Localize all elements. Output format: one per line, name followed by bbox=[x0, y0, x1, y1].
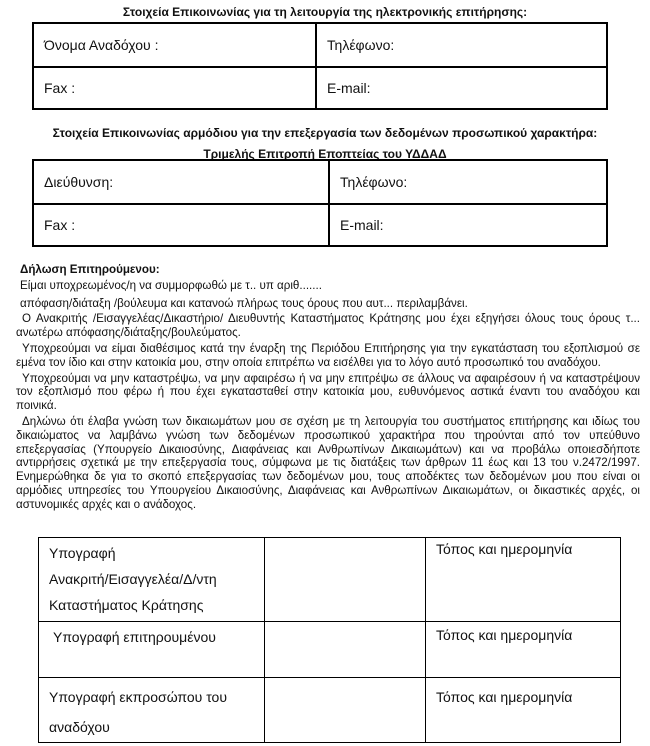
signature-supervised-cell bbox=[39, 622, 265, 678]
signature-supervised-space bbox=[265, 622, 426, 678]
contractor-name-label: Όνομα Αναδόχου : bbox=[44, 37, 159, 53]
section2-subheading: Τριμελής Επιτροπή Εποπτείας του ΥΔΔΑΔ bbox=[203, 147, 447, 161]
declaration-title: Δήλωση Επιτηρούμενου: bbox=[20, 263, 160, 276]
declaration-paragraph-1: Ο Ανακριτής /Εισαγγελέας/Δικαστήριο/ Διευθυντής Καταστήματος Κράτησης μου έχει εξηγήσει όλους τους όρους τ... ανωτέρω απόφασης/διάταξης/βουλεύματος. bbox=[16, 312, 640, 340]
declaration-line1: Είμαι υποχρεωμένος/η να συμμορφωθώ με τ.. υπ αριθ....... bbox=[20, 278, 322, 292]
signature-investigator-space bbox=[265, 538, 426, 622]
committee-email-cell bbox=[329, 204, 607, 246]
signatures-table bbox=[38, 537, 621, 743]
signature-contractor-line2: αναδόχου bbox=[49, 719, 110, 735]
place-date-contractor-label: Τόπος και ημερομηνία bbox=[436, 689, 573, 705]
committee-phone-label: Τηλέφωνο: bbox=[340, 174, 408, 190]
signature-contractor-space bbox=[265, 678, 426, 743]
committee-contact-table bbox=[32, 159, 608, 247]
declaration-paragraph-4: Δηλώνω ότι έλαβα γνώση των δικαιωμάτων μου σε σχέση με τη λειτουργία του συστήματος επιτήρησης και ιδίως του δικαιώματος να λαμβάνω γνώση των δεδομένων προσωπικού χαρακτήρα που τηρούνται από τον υπεύθυνο επεξεργασίας (Υπουργείο Δικαιοσύνης, Διαφάνειας και Ανθρωπίνων Δικαιωμάτων) και να προβάλω οποιεσδήποτε αντιρρήσεις σχετικά με την επεξεργασία τους, σύμφωνα με τις διατάξεις των άρθρων 11 έως και 13 του ν.2472/1997. Ενημερώθηκα δε για το σκοπό επεξεργασίας των δεδομένων μου, τους αποδέκτες των δεδομένων μου που είναι οι αρμόδιες υπηρεσίες του Υπουργείου Δικαιοσύνης, Διαφάνειας και Ανθρωπίνων Δικαιωμάτων, οι δικαστικές αρχές, οι αστυνομικές αρχές και ο ανάδοχος. bbox=[16, 414, 640, 511]
place-date-supervised-label: Τόπος και ημερομηνία bbox=[436, 627, 573, 643]
signature-supervised-label: Υπογραφή επιτηρουμένου bbox=[53, 629, 216, 645]
signature-investigator-line2: Ανακριτή/Εισαγγελέα/Δ/ντη bbox=[49, 571, 217, 587]
committee-fax-label: Fax : bbox=[44, 217, 76, 233]
committee-phone-cell bbox=[329, 160, 607, 204]
contractor-contact-table bbox=[32, 22, 608, 110]
contractor-phone-cell bbox=[316, 23, 607, 67]
committee-email-label: E-mail: bbox=[340, 217, 384, 233]
contractor-email-cell bbox=[316, 67, 607, 109]
committee-address-label: Διεύθυνση: bbox=[44, 174, 114, 190]
contractor-email-label: E-mail: bbox=[327, 80, 371, 96]
signature-investigator-line1: Υπογραφή bbox=[49, 545, 116, 561]
declaration-paragraph-3: Υποχρεούμαι να μην καταστρέψω, να μην αφαιρέσω ή να μην επιτρέψω σε άλλους να αφαιρέσουν ή να καταστρέψουν τον εξοπλισμό που φέρω ή που έχει εγκατασταθεί στην κατοικία μου, ευθυνόμενος αστικά έναντι του αναδόχου και ποινικά. bbox=[16, 371, 640, 413]
contractor-fax-label: Fax : bbox=[44, 80, 76, 96]
section1-heading: Στοιχεία Επικοινωνίας για τη λειτουργία της ηλεκτρονικής επιτήρησης: bbox=[122, 5, 528, 19]
signature-investigator-line3: Καταστήματος Κράτησης bbox=[49, 597, 204, 613]
contractor-phone-label: Τηλέφωνο: bbox=[327, 37, 395, 53]
section2-heading: Στοιχεία Επικοινωνίας αρμόδιου για την επεξεργασία των δεδομένων προσωπικού χαρακτήρα: bbox=[52, 126, 598, 140]
committee-address-cell bbox=[33, 160, 329, 204]
place-date-contractor bbox=[426, 678, 621, 743]
place-date-investigator-label: Τόπος και ημερομηνία bbox=[436, 541, 573, 557]
signature-contractor-cell bbox=[39, 678, 265, 743]
declaration-line2: απόφαση/διάταξη /βούλευμα και κατανοώ πλήρως τους όρους που αυτ... περιλαμβάνει. bbox=[20, 296, 468, 310]
place-date-investigator bbox=[426, 538, 621, 622]
committee-fax-cell bbox=[33, 204, 329, 246]
signature-investigator-cell bbox=[39, 538, 265, 622]
signature-contractor-line1: Υπογραφή εκπροσώπου του bbox=[49, 689, 227, 705]
declaration-paragraph-2: Υποχρεούμαι να είμαι διαθέσιμος κατά την έναρξη της Περιόδου Επιτήρησης για την εγκατάσταση του εξοπλισμού σε εμένα τον ίδιο και στην κατοικία μου, στην οποία επιτρέπω να εισέλθει για το λόγο αυτό προσωπικό του αναδόχου. bbox=[16, 341, 640, 369]
contractor-name-cell bbox=[33, 23, 316, 67]
place-date-supervised bbox=[426, 622, 621, 678]
contractor-fax-cell bbox=[33, 67, 316, 109]
declaration-block bbox=[16, 263, 640, 514]
